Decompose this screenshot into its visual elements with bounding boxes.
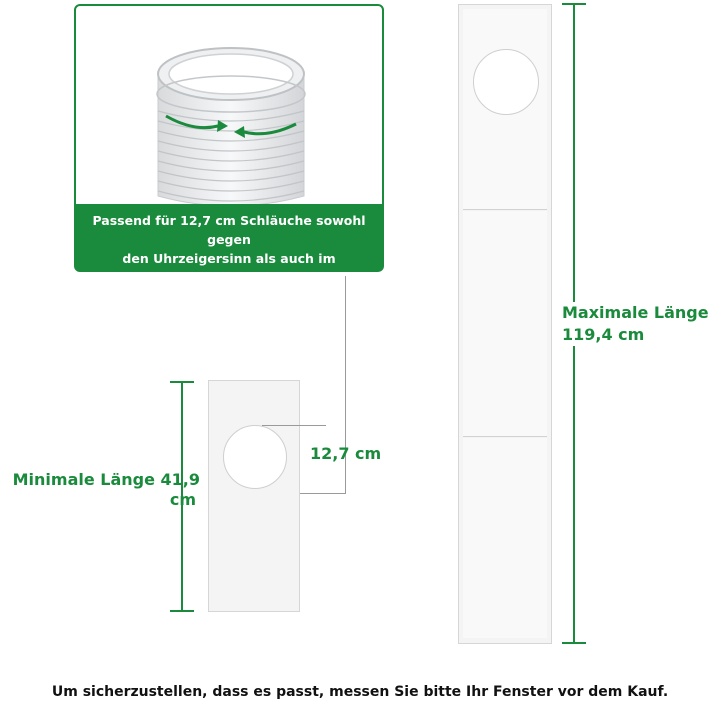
inset-caption-line1: Passend für 12,7 cm Schläuche sowohl gegen	[92, 213, 366, 247]
min-length-label	[0, 470, 200, 510]
tall-panel-hole	[473, 49, 539, 115]
min-dimension-top-cap	[170, 381, 194, 383]
min-length-line1: Minimale Länge 41,9	[12, 470, 200, 489]
min-length-line2: cm	[169, 490, 196, 509]
diameter-top-line	[262, 425, 326, 426]
diameter-label: 12,7 cm	[310, 444, 382, 463]
short-window-panel	[208, 380, 300, 612]
hose-image	[76, 6, 382, 206]
max-length-label	[562, 302, 720, 346]
footer-caption: Um sicherzustellen, dass es passt, messen Sie bitte Ihr Fenster vor dem Kauf.	[51, 684, 669, 700]
max-length-line2: 119,4 cm	[562, 325, 645, 344]
inset-caption-line2: den Uhrzeigersinn als auch im Uhrzeigersinn	[122, 251, 336, 285]
max-dimension-bottom-cap	[562, 642, 586, 644]
hose-inset-panel	[74, 4, 384, 285]
max-dimension-top-cap	[562, 3, 586, 5]
tall-panel-section-2	[463, 211, 547, 437]
inset-caption	[76, 211, 382, 287]
short-panel-hole	[223, 425, 287, 489]
tall-window-panel	[458, 4, 552, 644]
min-dimension-bottom-cap	[170, 610, 194, 612]
max-length-line1: Maximale Länge	[562, 303, 709, 322]
tall-panel-section-3	[463, 438, 547, 638]
